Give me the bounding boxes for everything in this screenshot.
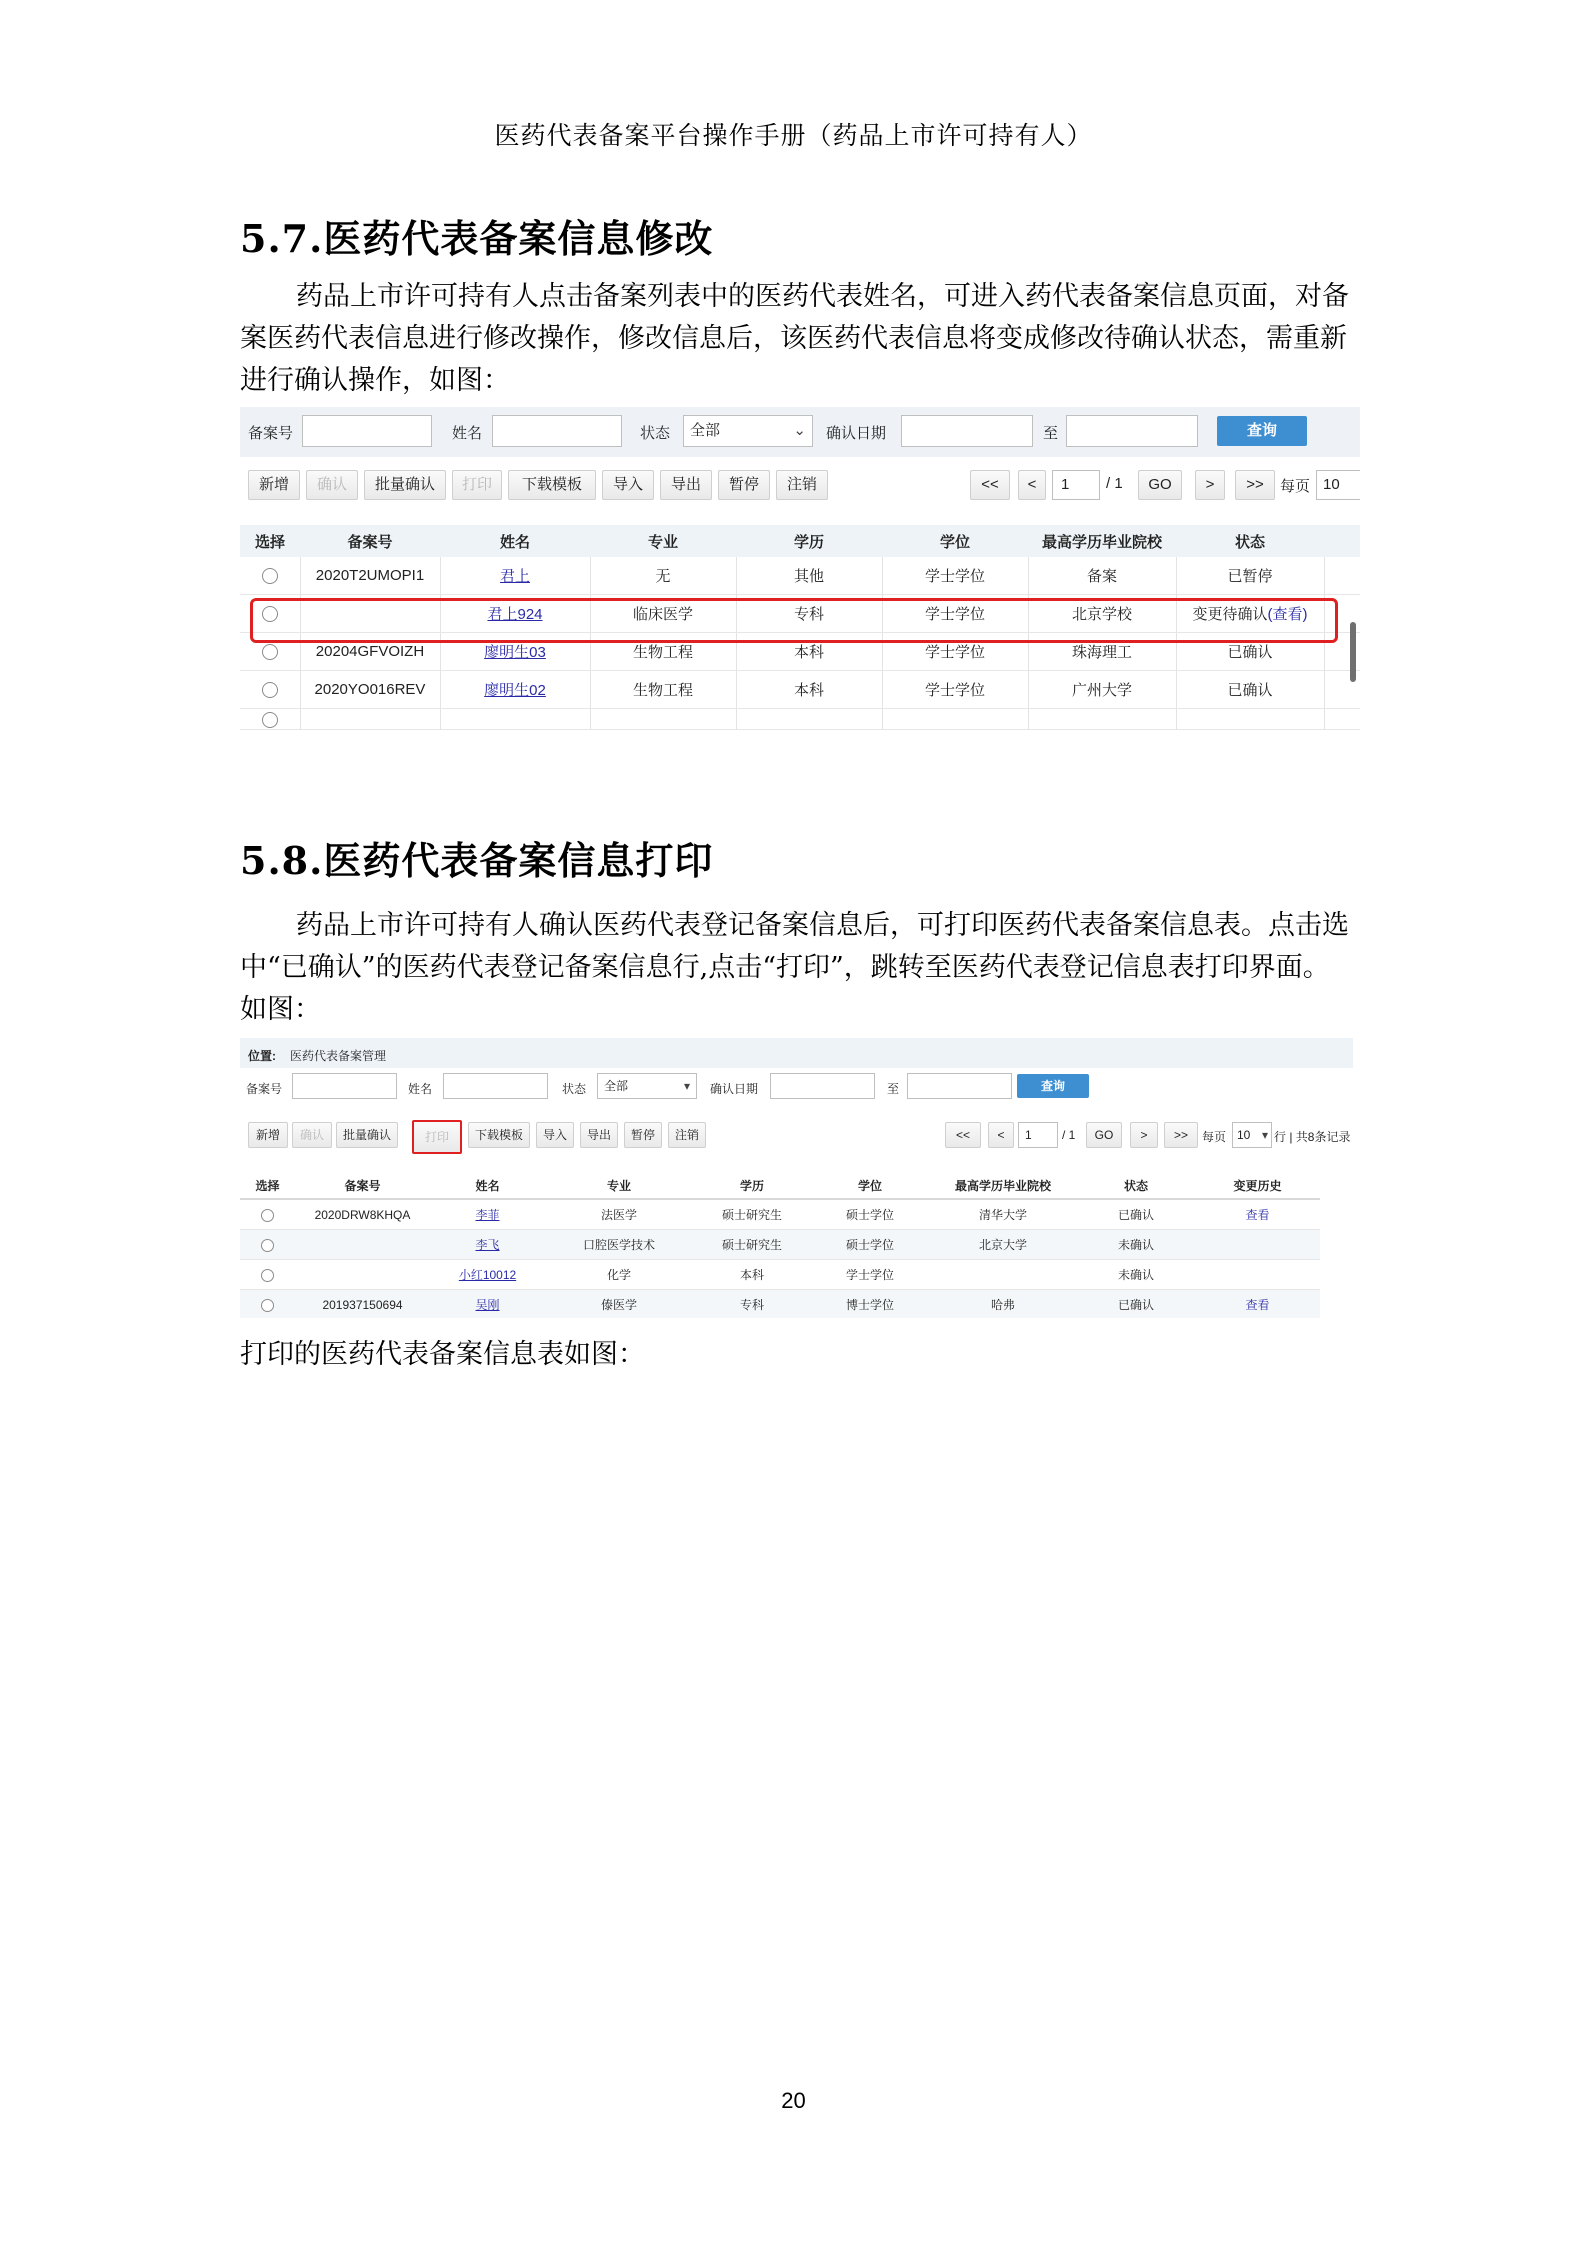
- status-select[interactable]: [683, 415, 813, 447]
- status-cell: 已确认: [1176, 671, 1324, 709]
- school-cell: [929, 1260, 1077, 1290]
- page-number-input[interactable]: 1: [1052, 470, 1100, 500]
- column-header: 学历: [736, 525, 882, 557]
- status-cell: 未确认: [1077, 1230, 1195, 1260]
- confirm-date-start-input[interactable]: [901, 415, 1033, 447]
- record-no-cell: 20204GFVOIZH: [300, 633, 440, 671]
- record-no-input[interactable]: [292, 1073, 397, 1099]
- per-page-label: 每页: [1202, 1130, 1227, 1144]
- rep-name-link[interactable]: 李飞: [475, 1238, 500, 1252]
- query-button[interactable]: 查询: [1017, 1074, 1089, 1098]
- rep-name-link[interactable]: 君上: [499, 568, 530, 585]
- record-no-input[interactable]: [302, 415, 432, 447]
- column-header: 状态: [1077, 1172, 1195, 1199]
- degree-cell: 学士学位: [882, 671, 1028, 709]
- degree-cell: 学士学位: [882, 595, 1028, 633]
- degree-cell: 学士学位: [882, 633, 1028, 671]
- education-cell: 本科: [693, 1260, 811, 1290]
- status-cell: 已确认: [1077, 1290, 1195, 1319]
- education-cell: 专科: [693, 1290, 811, 1319]
- view-history-link[interactable]: 查看: [1245, 1298, 1270, 1312]
- name-label: 姓名: [452, 425, 483, 442]
- filing-list-screenshot-1: [240, 407, 1360, 733]
- pause-button[interactable]: 暂停: [624, 1122, 662, 1148]
- batch-confirm-button[interactable]: 批量确认: [336, 1122, 398, 1148]
- major-cell: 法医学: [545, 1199, 693, 1230]
- add-button[interactable]: 新增: [248, 470, 300, 500]
- go-button[interactable]: GO: [1086, 1122, 1122, 1148]
- degree-cell: 学士学位: [882, 557, 1028, 595]
- column-header: 最高学历毕业院校: [1028, 525, 1176, 557]
- school-cell: 北京学校: [1028, 595, 1176, 633]
- column-header: 专业: [590, 525, 736, 557]
- column-header: 选择: [240, 1172, 295, 1199]
- query-button[interactable]: 查询: [1217, 416, 1307, 446]
- confirm-button[interactable]: 确认: [306, 470, 358, 500]
- page-number-input[interactable]: 1: [1018, 1122, 1058, 1148]
- highlight-annotation-box: [250, 598, 1338, 643]
- status-cell: 已确认: [1077, 1199, 1195, 1230]
- school-cell: 哈弗: [929, 1290, 1077, 1319]
- column-header: 备案号: [300, 525, 440, 557]
- column-header-spacer: [1324, 525, 1360, 557]
- status-select-value: 全部: [690, 422, 721, 439]
- name-input[interactable]: [443, 1073, 548, 1099]
- go-button[interactable]: GO: [1138, 470, 1182, 500]
- table-row-cropped: [240, 709, 1360, 730]
- filing-list-screenshot-2: [240, 1038, 1353, 1318]
- column-header: 最高学历毕业院校: [929, 1172, 1077, 1199]
- add-button[interactable]: 新增: [248, 1122, 288, 1148]
- status-cell: 未确认: [1077, 1260, 1195, 1290]
- column-header: 选择: [240, 525, 300, 557]
- record-no-cell: 201937150694: [295, 1290, 430, 1319]
- table-row[interactable]: [240, 1230, 1320, 1260]
- record-no-label: 备案号: [248, 425, 294, 442]
- import-button[interactable]: 导入: [536, 1122, 574, 1148]
- download-template-button[interactable]: 下载模板: [508, 470, 596, 500]
- column-header: 姓名: [440, 525, 590, 557]
- major-cell: 口腔医学技术: [545, 1230, 693, 1260]
- education-cell: 其他: [736, 557, 882, 595]
- section-5-7-text: 药品上市许可持有人点击备案列表中的医药代表姓名，可进入药代表备案信息页面，对备案医药代表信息进行修改操作，修改信息后，该医药代表信息将变成修改待确认状态，需重新进行确认操作，如图：: [240, 281, 1349, 396]
- education-cell: 本科: [736, 633, 882, 671]
- total-pages-label: / 1: [1106, 475, 1123, 492]
- row-select-radio[interactable]: [262, 682, 278, 698]
- record-no-cell: 2020DRW8KHQA: [295, 1199, 430, 1230]
- print-caption: 打印的医药代表备案信息表如图：: [240, 1339, 645, 1370]
- row-select-radio[interactable]: [261, 1269, 274, 1282]
- row-select-radio[interactable]: [261, 1209, 274, 1222]
- table-scrollbar[interactable]: [1350, 622, 1356, 682]
- rep-name-link[interactable]: 君上924: [487, 606, 543, 623]
- table-row[interactable]: [240, 557, 1360, 595]
- degree-cell: 学士学位: [811, 1260, 929, 1290]
- rep-name-link[interactable]: 吴刚: [475, 1298, 500, 1312]
- filter-bar: [240, 1068, 1353, 1108]
- per-page-value: 10: [1323, 476, 1340, 493]
- page-number: 20: [781, 2088, 806, 2113]
- location-value: 医药代表备案管理: [290, 1049, 387, 1063]
- filing-table: [240, 1172, 1320, 1318]
- name-label: 姓名: [408, 1082, 433, 1096]
- record-no-cell: 2020T2UMOPI1: [300, 557, 440, 595]
- first-page-button[interactable]: <<: [945, 1122, 981, 1148]
- location-bar: [240, 1038, 1353, 1068]
- to-label: 至: [887, 1082, 900, 1096]
- last-page-button[interactable]: >>: [1164, 1122, 1198, 1148]
- major-cell: 化学: [545, 1260, 693, 1290]
- status-cell: 已暂停: [1176, 557, 1324, 595]
- status-label: 状态: [640, 425, 671, 442]
- record-no-cell: 2020YO016REV: [300, 671, 440, 709]
- cancel-button[interactable]: 注销: [668, 1122, 706, 1148]
- education-cell: 硕士研究生: [693, 1199, 811, 1230]
- school-cell: 珠海理工: [1028, 633, 1176, 671]
- table-row[interactable]: [240, 671, 1360, 709]
- column-header: 学位: [811, 1172, 929, 1199]
- record-no-cell: [295, 1230, 430, 1260]
- chevron-down-icon: ▾: [1261, 1128, 1268, 1142]
- name-input[interactable]: [492, 415, 622, 447]
- row-select-radio[interactable]: [261, 1299, 274, 1312]
- rep-name-link[interactable]: 李菲: [475, 1208, 500, 1222]
- education-cell: 专科: [736, 595, 882, 633]
- chevron-down-icon: ⌄: [793, 422, 806, 439]
- school-cell: 清华大学: [929, 1199, 1077, 1230]
- major-cell: 生物工程: [590, 633, 736, 671]
- download-template-button[interactable]: 下载模板: [468, 1122, 530, 1148]
- degree-cell: 硕士学位: [811, 1199, 929, 1230]
- filter-bar: [240, 407, 1360, 457]
- record-count-label: 行 | 共8条记录: [1274, 1130, 1351, 1144]
- page-header: 医药代表备案平台操作手册（药品上市许可持有人）: [494, 121, 1093, 150]
- table-row[interactable]: [240, 1260, 1320, 1290]
- confirm-date-end-input[interactable]: [907, 1073, 1012, 1099]
- confirm-button[interactable]: 确认: [292, 1122, 332, 1148]
- record-no-label: 备案号: [246, 1082, 283, 1096]
- major-cell: 临床医学: [590, 595, 736, 633]
- major-cell: 傣医学: [545, 1290, 693, 1319]
- column-header: 姓名: [430, 1172, 545, 1199]
- prev-page-button[interactable]: <: [988, 1122, 1014, 1148]
- school-cell: 备案: [1028, 557, 1176, 595]
- location-label: 位置:: [248, 1049, 276, 1063]
- export-button[interactable]: 导出: [580, 1122, 618, 1148]
- record-no-cell: [295, 1260, 430, 1290]
- status-select[interactable]: [597, 1073, 697, 1099]
- column-header: 备案号: [295, 1172, 430, 1199]
- last-page-button[interactable]: >>: [1235, 470, 1275, 500]
- pause-button[interactable]: 暂停: [718, 470, 770, 500]
- confirm-date-end-input[interactable]: [1066, 415, 1198, 447]
- prev-page-button[interactable]: <: [1018, 470, 1046, 500]
- per-page-select[interactable]: [1232, 1122, 1272, 1148]
- cancel-button[interactable]: 注销: [776, 470, 828, 500]
- column-header: 变更历史: [1195, 1172, 1320, 1199]
- total-pages-label: / 1: [1062, 1128, 1076, 1142]
- education-cell: 本科: [736, 671, 882, 709]
- view-history-link[interactable]: 查看: [1245, 1208, 1270, 1222]
- next-page-button[interactable]: >: [1130, 1122, 1158, 1148]
- confirm-date-label: 确认日期: [826, 425, 887, 442]
- row-select-radio[interactable]: [262, 712, 278, 728]
- status-label: 状态: [562, 1082, 587, 1096]
- table-row[interactable]: [240, 1199, 1320, 1230]
- per-page-value: 10: [1237, 1128, 1251, 1142]
- section-5-7-paragraph: [240, 276, 1350, 402]
- row-select-radio[interactable]: [261, 1239, 274, 1252]
- column-header: 专业: [545, 1172, 693, 1199]
- row-select-radio[interactable]: [262, 568, 278, 584]
- batch-confirm-button[interactable]: 批量确认: [364, 470, 446, 500]
- next-page-button[interactable]: >: [1195, 470, 1225, 500]
- column-header: 学位: [882, 525, 1028, 557]
- rep-name-link[interactable]: 小红10012: [458, 1268, 517, 1282]
- chevron-down-icon: ▾: [683, 1079, 690, 1093]
- confirm-date-label: 确认日期: [710, 1082, 759, 1096]
- section-5-8-text: 药品上市许可持有人确认医药代表登记备案信息后，可打印医药代表备案信息表。点击选中“已确认”的医药代表登记备案信息行,点击“打印”，跳转至医药代表登记信息表打印界面。如图：: [240, 910, 1349, 1025]
- table-header-row: [240, 525, 1360, 557]
- degree-cell: 博士学位: [811, 1290, 929, 1319]
- section-title-5-7: 5.7.医药代表备案信息修改: [240, 216, 714, 261]
- major-cell: 无: [590, 557, 736, 595]
- print-button[interactable]: 打印: [412, 1120, 462, 1154]
- export-button[interactable]: 导出: [660, 470, 712, 500]
- degree-cell: 硕士学位: [811, 1230, 929, 1260]
- confirm-date-start-input[interactable]: [770, 1073, 875, 1099]
- section-title-5-8: 5.8.医药代表备案信息打印: [240, 838, 714, 883]
- major-cell: 生物工程: [590, 671, 736, 709]
- view-change-link[interactable]: (查看): [1267, 606, 1308, 623]
- to-label: 至: [1043, 425, 1059, 442]
- print-button[interactable]: 打印: [452, 470, 502, 500]
- first-page-button[interactable]: <<: [970, 470, 1010, 500]
- per-page-label: 每页: [1280, 478, 1311, 495]
- status-select-value: 全部: [604, 1079, 629, 1093]
- rep-name-link[interactable]: 廖明生02: [484, 682, 546, 699]
- column-header: 状态: [1176, 525, 1324, 557]
- education-cell: 硕士研究生: [693, 1230, 811, 1260]
- row-select-radio[interactable]: [262, 644, 278, 660]
- table-row[interactable]: [240, 1290, 1320, 1319]
- per-page-select[interactable]: [1316, 470, 1360, 500]
- import-button[interactable]: 导入: [602, 470, 654, 500]
- status-cell: 已确认: [1176, 633, 1324, 671]
- section-5-8-paragraph: [240, 905, 1350, 1031]
- status-text: 变更待确认: [1192, 606, 1268, 623]
- rep-name-link[interactable]: 廖明生03: [484, 644, 546, 661]
- school-cell: 广州大学: [1028, 671, 1176, 709]
- school-cell: 北京大学: [929, 1230, 1077, 1260]
- table-header-row: [240, 1172, 1320, 1199]
- column-header: 学历: [693, 1172, 811, 1199]
